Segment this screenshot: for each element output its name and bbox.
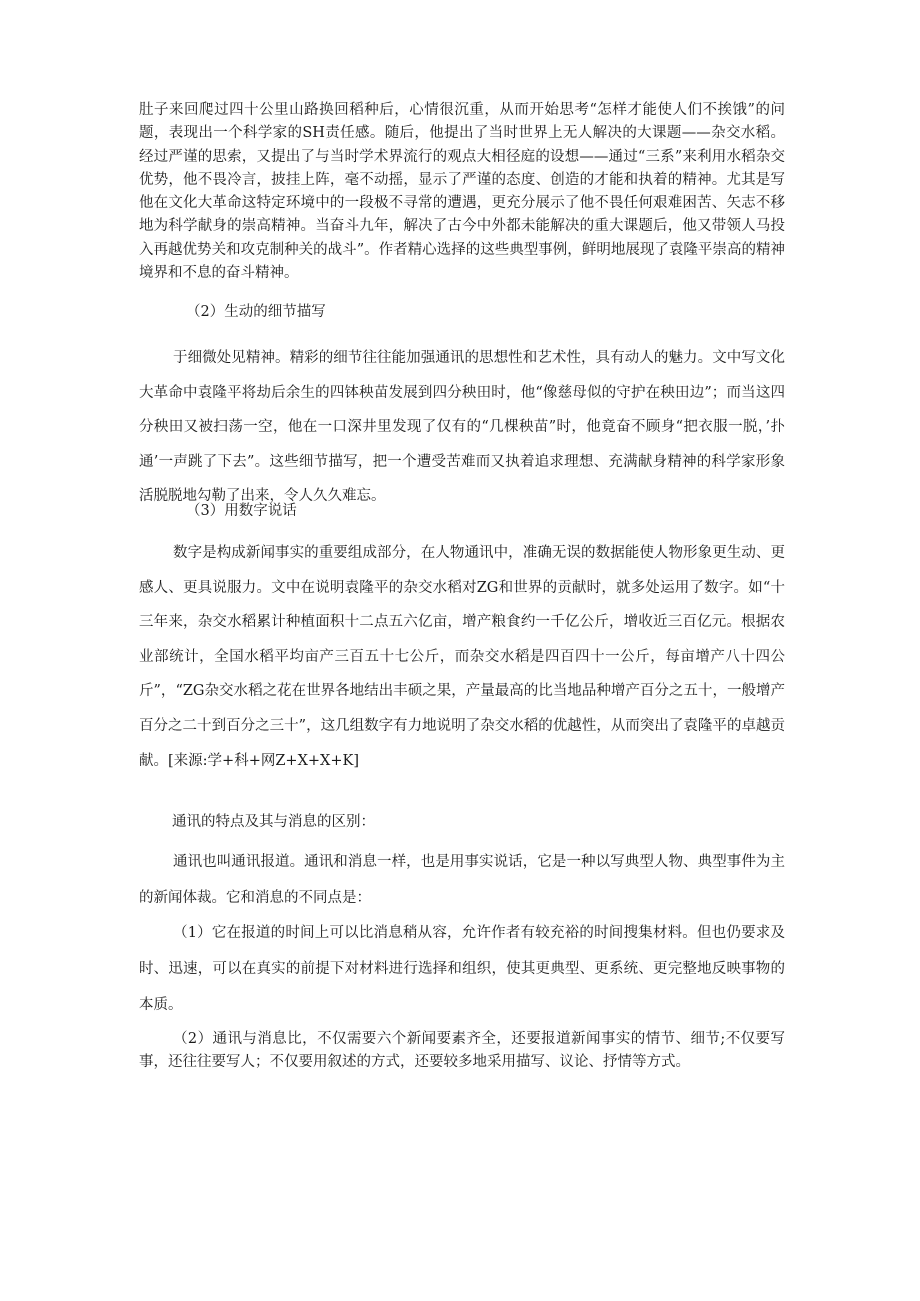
paragraph-news-report-definition: 通讯也叫通讯报道。通讯和消息一样，也是用事实说话，它是一种以写典型人物、典型事件为主的新闻体裁。它和消息的不同点是： [139,854,785,906]
paragraph-detail-description: 于细微处见精神。精彩的细节往往能加强通讯的思想性和艺术性，具有动人的魅力。文中写文化大革命中袁隆平将劫后余生的四钵秧苗发展到四分秧田时，他“像慈母似的守护在秧田边”；而当这四分秧田又被扫荡一空，他在一口深井里发现了仅有的“几棵秧苗”时，他竟奋不顾身“把衣服一脱，’扑通’一声跳了下去”。这些细节描写，把一个遭受苦难而又执着追求理想、充满献身精神的科学家形象活脱脱地勾勒了出来，令人久久难忘。 [139,350,785,505]
section-heading-features: 通讯的特点及其与消息的区别： [172,814,375,830]
section-heading-detail-description: （2）生动的细节描写 [186,304,326,320]
paragraph-typical-examples: 肚子来回爬过四十公里山路换回稻种后，心情很沉重，从而开始思考“怎样才能使人们不挨饿”的问题，表现出一个科学家的SH责任感。随后，他提出了当时世界上无人解决的大课题——杂交水稻。经过严谨的思索，又提出了与当时学术界流行的观点大相径庭的设想——通过“三系”来利用水稻杂交优势，他不畏冷言，披挂上阵，毫不动摇，显示了严谨的态度、创造的才能和执着的精神。尤其是写他在文化大革命这特定环境中的一段极不寻常的遭遇，更充分展示了他不畏任何艰难困苦、矢志不移地为科学献身的崇高精神。当奋斗九年，解决了古今中外都未能解决的重大课题后，他又带领人马投入再越优势关和攻克制种关的战斗”。作者精心选择的这些典型事例，鲜明地展现了袁隆平崇高的精神境界和不息的奋斗精神。 [139,102,785,282]
paragraph-difference-two: （2）通讯与消息比，不仅需要六个新闻要素齐全，还要报道新闻事实的情节、细节;不仅要写事，还往往要写人；不仅要用叙述的方式，还要较多地采用描写、议论、抒情等方式。 [139,1031,785,1071]
section-heading-numbers: （3）用数字说话 [186,503,297,519]
paragraph-numbers: 数字是构成新闻事实的重要组成部分，在人物通讯中，准确无误的数据能使人物形象更生动、更感人、更具说服力。文中在说明袁隆平的杂交水稻对ZG和世界的贡献时，就多处运用了数字。如“十三年来，杂交水稻累计种植面积十二点五六亿亩，增产粮食约一千亿公斤，增收近三百亿元。根据农业部统计，全国水稻平均亩产三百五十七公斤，而杂交水稻是四百四十一公斤，每亩增产八十四公斤”，“ZG杂交水稻之花在世界各地结出丰硕之果，产量最高的比当地品种增产百分之五十，一般增产百分之二十到百分之三十”，这几组数字有力地说明了杂交水稻的优越性，从而突出了袁隆平的卓越贡献。[来源:学+科+网Z+X+X+K] [139,545,785,769]
paragraph-difference-one: （1）它在报道的时间上可以比消息稍从容，允许作者有较充裕的时间搜集材料。但也仍要求及时、迅速，可以在真实的前提下对材料进行选择和组织，使其更典型、更系统、更完整地反映事物的本质。 [139,925,785,1013]
